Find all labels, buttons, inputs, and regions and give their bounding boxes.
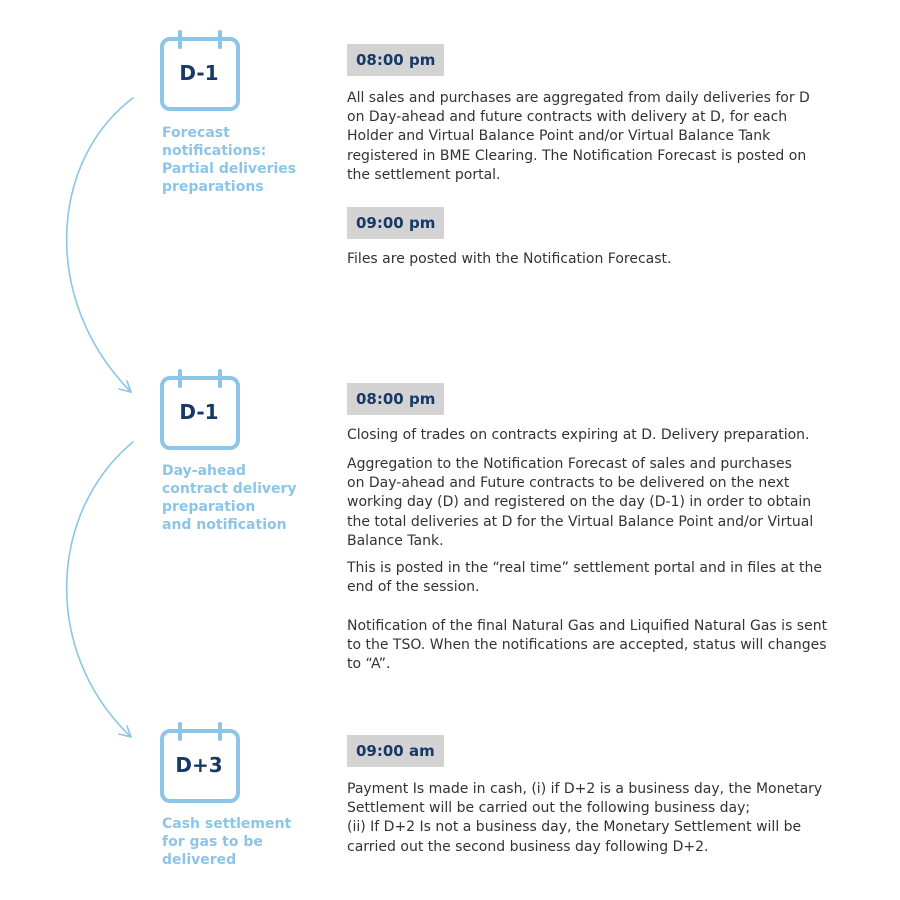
text-line: registered in BME Clearing. The Notification Forecast is posted on <box>347 147 807 164</box>
text-line: Notification of the final Natural Gas and Liquified Natural Gas is sent <box>347 618 828 634</box>
step-title-line: preparation <box>162 499 256 515</box>
step-title-line: Partial deliveries <box>162 161 297 177</box>
curved-arrow-icon <box>67 98 133 392</box>
step-title-line: Day-ahead <box>162 463 246 479</box>
time-badge: 08:00 pm <box>347 383 444 415</box>
text-line: to “A”. <box>347 656 391 673</box>
description-text <box>347 426 837 445</box>
step-title-line: preparations <box>162 179 264 195</box>
text-line: the total deliveries at D for the Virtual Balance Point and/or Virtual <box>347 513 814 530</box>
text-line: carried out the second business day following D+2. <box>347 838 709 855</box>
step-title-line: Cash settlement <box>162 816 292 832</box>
text-line: This is posted in the “real time” settlement portal and in files at the <box>347 560 822 576</box>
text-line: working day (D) and registered on the day (D-1) in order to obtain <box>347 494 812 511</box>
step-title-line: Forecast <box>162 125 230 141</box>
step-title-line: for gas to be <box>162 834 263 850</box>
step-title-day-ahead-delivery <box>162 462 322 534</box>
text-line: Settlement will be carried out the following business day; <box>347 800 751 817</box>
step-title-line: contract delivery <box>162 481 297 497</box>
text-line: Closing of trades on contracts expiring at D. Delivery preparation. <box>347 427 810 443</box>
step-title-cash-settlement <box>162 815 322 869</box>
text-line: (ii) If D+2 Is not a business day, the Monetary Settlement will be <box>347 819 802 836</box>
text-line: to the TSO. When the notifications are accepted, status will changes <box>347 637 827 654</box>
calendar-day-d-plus-3 <box>160 722 242 806</box>
text-line: Payment Is made in cash, (i) if D+2 is a business day, the Monetary <box>347 781 823 797</box>
description-text <box>347 780 837 857</box>
description-text <box>347 455 837 551</box>
text-line: the settlement portal. <box>347 166 501 183</box>
text-line: All sales and purchases are aggregated from daily deliveries for D <box>347 90 810 106</box>
text-line: Aggregation to the Notification Forecast of sales and purchases <box>347 456 792 472</box>
step-title-line: notifications: <box>162 143 267 159</box>
time-badge: 08:00 pm <box>347 44 444 76</box>
day-label: D+3 <box>175 753 223 777</box>
text-line: Holder and Virtual Balance Point and/or Virtual Balance Tank <box>347 128 771 145</box>
curved-arrow-icon <box>67 442 133 737</box>
calendar-day-d-1-step-2 <box>160 369 242 453</box>
text-line: end of the session. <box>347 579 480 596</box>
day-label: D-1 <box>179 400 219 424</box>
text-line: Files are posted with the Notification Forecast. <box>347 251 672 267</box>
text-line: Balance Tank. <box>347 532 444 549</box>
time-badge: 09:00 pm <box>347 207 444 239</box>
step-title-line: delivered <box>162 852 237 868</box>
description-text <box>347 617 837 675</box>
description-text <box>347 559 837 597</box>
text-line: on Day-ahead and future contracts with delivery at D, for each <box>347 109 788 126</box>
step-title-forecast-notifications <box>162 124 322 196</box>
description-text <box>347 250 837 269</box>
time-badge: 09:00 am <box>347 735 444 767</box>
day-label: D-1 <box>179 61 219 85</box>
description-text <box>347 89 837 185</box>
step-title-line: and notification <box>162 517 287 533</box>
calendar-day-d-1-step-1 <box>160 30 242 114</box>
text-line: on Day-ahead and Future contracts to be delivered on the next <box>347 475 790 492</box>
